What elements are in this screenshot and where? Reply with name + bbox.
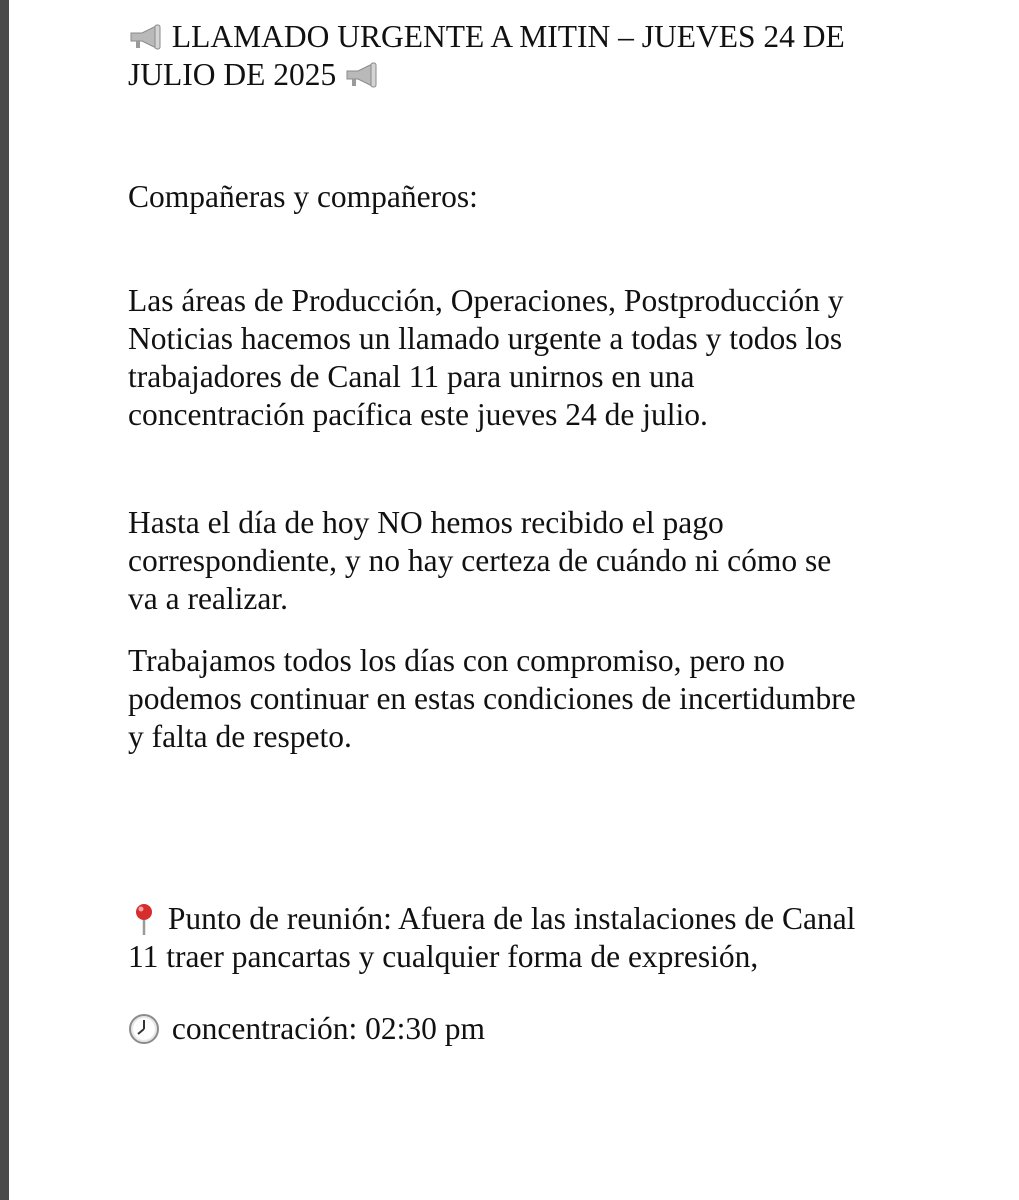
paragraph-1 (128, 282, 988, 434)
notice-title (128, 18, 988, 94)
greeting-text: Compañeras y compañeros: (128, 179, 478, 214)
paragraph-3-line: podemos continuar en estas condiciones de incertidumbre (128, 681, 856, 716)
paragraph-1-line: trabajadores de Canal 11 para unirnos en una (128, 359, 695, 394)
megaphone-icon (344, 61, 380, 89)
clock-icon (128, 1013, 164, 1045)
paragraph-1-line: Noticias hacemos un llamado urgente a todas y todos los (128, 321, 843, 356)
meeting-point (128, 900, 988, 976)
title-text-line-1: LLAMADO URGENTE A MITIN – JUEVES 24 DE (171, 19, 845, 54)
title-text-line-2: JULIO DE 2025 (128, 57, 337, 92)
paragraph-1-line: concentración pacífica este jueves 24 de julio. (128, 397, 708, 432)
meeting-point-line-1 (128, 900, 988, 938)
title-line-1 (128, 18, 988, 56)
paragraph-2-line: Hasta el día de hoy NO hemos recibido el pago (128, 505, 724, 540)
meeting-time-text: concentración: 02:30 pm (171, 1011, 486, 1046)
meeting-time (128, 1010, 988, 1048)
meeting-point-text-line-1: Punto de reunión: Afuera de las instalaciones de Canal (167, 901, 856, 936)
paragraph-1-line: Las áreas de Producción, Operaciones, Postproducción y (128, 283, 844, 318)
paragraph-2 (128, 504, 988, 618)
meeting-point-text-line-2: 11 traer pancartas y cualquier forma de expresión, (128, 939, 759, 974)
meeting-time-line (128, 1010, 988, 1048)
megaphone-icon (128, 23, 164, 51)
paragraph-2-line: va a realizar. (128, 581, 289, 616)
paragraph-3 (128, 642, 988, 756)
title-line-2 (128, 56, 988, 94)
paragraph-3-line: y falta de respeto. (128, 719, 352, 754)
greeting (128, 178, 988, 216)
pushpin-icon (128, 902, 160, 936)
paragraph-2-line: correspondiente, y no hay certeza de cuándo ni cómo se (128, 543, 832, 578)
page-left-edge (0, 0, 9, 1200)
paragraph-3-line: Trabajamos todos los días con compromiso, pero no (128, 643, 785, 678)
